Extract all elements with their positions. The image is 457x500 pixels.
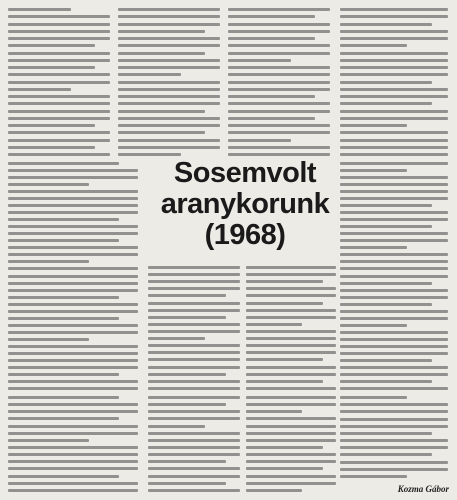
- text-line: [246, 337, 336, 340]
- text-line: [340, 73, 448, 76]
- text-line: [118, 59, 220, 62]
- text-line: [118, 81, 220, 84]
- text-line: [8, 289, 138, 292]
- text-line: [228, 139, 291, 142]
- text-line: [340, 439, 448, 442]
- text-line: [228, 59, 291, 62]
- text-line: [246, 475, 336, 478]
- text-line: [8, 169, 138, 172]
- text-line: [228, 88, 330, 91]
- text-line: [246, 387, 336, 390]
- text-line: [8, 267, 138, 270]
- text-line: [148, 302, 240, 305]
- text-line: [148, 266, 240, 269]
- text-line: [340, 110, 448, 113]
- text-line: [246, 432, 336, 435]
- text-line: [8, 253, 138, 256]
- text-line: [8, 460, 138, 463]
- text-line: [340, 468, 448, 471]
- text-line: [148, 475, 240, 478]
- article-column-bottom-2: [148, 396, 240, 492]
- text-line: [118, 117, 220, 120]
- text-line: [8, 44, 95, 47]
- text-line: [246, 287, 336, 290]
- text-line: [340, 275, 448, 278]
- article-column-3: [228, 8, 330, 156]
- text-line: [340, 425, 448, 428]
- text-line: [8, 338, 89, 341]
- text-line: [228, 124, 330, 127]
- text-line: [148, 344, 240, 347]
- text-line: [340, 324, 407, 327]
- text-line: [8, 359, 138, 362]
- text-line: [8, 8, 71, 11]
- headline: [147, 150, 343, 258]
- text-line: [246, 373, 336, 376]
- text-line: [340, 52, 448, 55]
- text-line: [340, 66, 448, 69]
- article-column-right-continued: [340, 162, 448, 390]
- text-line: [246, 344, 336, 347]
- text-line: [8, 366, 138, 369]
- text-line: [148, 410, 240, 413]
- text-line: [340, 162, 448, 165]
- text-line: [340, 387, 448, 390]
- text-line: [340, 211, 448, 214]
- text-line: [8, 425, 138, 428]
- text-line: [228, 110, 330, 113]
- text-line: [340, 418, 448, 421]
- text-line: [8, 239, 119, 242]
- text-line: [148, 482, 226, 485]
- text-line: [118, 23, 220, 26]
- article-column-bottom-1: [8, 396, 138, 492]
- text-line: [340, 331, 448, 334]
- text-line: [148, 439, 240, 442]
- text-line: [8, 66, 95, 69]
- text-line: [340, 59, 448, 62]
- text-line: [118, 30, 205, 33]
- text-line: [118, 8, 220, 11]
- text-line: [246, 309, 336, 312]
- text-line: [118, 37, 220, 40]
- text-line: [8, 37, 110, 40]
- text-line: [246, 439, 336, 442]
- text-line: [340, 131, 448, 134]
- text-line: [246, 316, 336, 319]
- text-line: [148, 273, 240, 276]
- text-line: [8, 324, 138, 327]
- text-line: [118, 139, 220, 142]
- text-line: [8, 117, 110, 120]
- text-line: [8, 410, 138, 413]
- text-line: [8, 453, 138, 456]
- text-line: [340, 410, 448, 413]
- text-line: [148, 280, 240, 283]
- text-line: [246, 460, 336, 463]
- text-line: [8, 467, 138, 470]
- text-line: [148, 425, 205, 428]
- text-line: [148, 467, 240, 470]
- text-line: [8, 190, 138, 193]
- text-line: [340, 475, 407, 478]
- text-line: [8, 403, 138, 406]
- text-line: [8, 439, 89, 442]
- text-line: [118, 110, 205, 113]
- text-line: [340, 396, 407, 399]
- text-line: [246, 280, 323, 283]
- author-byline: Kozma Gábor: [397, 484, 449, 494]
- text-line: [246, 294, 336, 297]
- text-line: [340, 432, 432, 435]
- text-line: [148, 387, 240, 390]
- text-line: [8, 15, 110, 18]
- text-line: [246, 482, 336, 485]
- text-line: [8, 475, 119, 478]
- text-line: [8, 197, 138, 200]
- text-line: [340, 446, 448, 449]
- text-line: [8, 95, 110, 98]
- text-line: [246, 446, 323, 449]
- text-line: [8, 102, 110, 105]
- text-line: [8, 225, 138, 228]
- text-line: [118, 124, 220, 127]
- text-line: [118, 52, 205, 55]
- text-line: [8, 153, 110, 156]
- text-line: [246, 380, 323, 383]
- text-line: [8, 296, 119, 299]
- text-line: [8, 88, 71, 91]
- text-line: [8, 146, 95, 149]
- text-line: [228, 8, 330, 11]
- text-line: [148, 417, 240, 420]
- text-line: [246, 467, 323, 470]
- text-line: [118, 44, 220, 47]
- text-line: [118, 95, 220, 98]
- text-line: [228, 146, 330, 149]
- text-line: [340, 303, 432, 306]
- text-line: [340, 146, 448, 149]
- text-line: [340, 260, 448, 263]
- text-line: [8, 275, 138, 278]
- text-line: [340, 338, 448, 341]
- text-line: [8, 183, 89, 186]
- text-line: [246, 410, 302, 413]
- text-line: [246, 323, 302, 326]
- text-line: [8, 59, 110, 62]
- text-line: [8, 23, 110, 26]
- text-line: [8, 417, 119, 420]
- text-line: [340, 8, 448, 11]
- text-line: [340, 373, 448, 376]
- text-line: [148, 453, 240, 456]
- text-line: [8, 446, 138, 449]
- text-line: [246, 425, 336, 428]
- text-line: [8, 373, 119, 376]
- text-line: [340, 366, 448, 369]
- text-line: [340, 296, 448, 299]
- text-line: [8, 246, 138, 249]
- text-line: [340, 30, 448, 33]
- article-column-middle-1: [148, 266, 240, 390]
- text-line: [228, 73, 330, 76]
- article-column-2: [118, 8, 220, 156]
- text-line: [246, 489, 302, 492]
- headline-line-2: aranykorunk: [160, 187, 330, 220]
- article-column-left-continued: [8, 162, 138, 390]
- text-line: [340, 176, 448, 179]
- text-line: [8, 260, 89, 263]
- text-line: [8, 30, 110, 33]
- text-line: [148, 373, 226, 376]
- text-line: [340, 232, 448, 235]
- text-line: [340, 310, 448, 313]
- text-line: [246, 351, 336, 354]
- text-line: [340, 88, 448, 91]
- text-line: [340, 239, 448, 242]
- text-line: [8, 352, 138, 355]
- text-line: [340, 153, 448, 156]
- text-line: [8, 139, 110, 142]
- text-line: [340, 352, 448, 355]
- text-line: [228, 30, 330, 33]
- text-line: [148, 489, 240, 492]
- text-line: [228, 95, 315, 98]
- text-line: [148, 337, 205, 340]
- headline-line-3: (1968): [204, 218, 286, 251]
- text-line: [8, 282, 138, 285]
- text-line: [8, 331, 138, 334]
- text-line: [148, 330, 240, 333]
- text-line: [148, 366, 240, 369]
- text-line: [340, 197, 448, 200]
- text-line: [228, 117, 315, 120]
- text-line: [340, 345, 448, 348]
- text-line: [246, 330, 336, 333]
- text-line: [148, 446, 240, 449]
- text-line: [118, 88, 220, 91]
- text-line: [228, 52, 330, 55]
- text-line: [8, 176, 138, 179]
- text-line: [340, 44, 407, 47]
- text-line: [340, 359, 432, 362]
- text-line: [340, 282, 432, 285]
- text-line: [340, 289, 448, 292]
- text-line: [148, 358, 240, 361]
- text-line: [148, 287, 240, 290]
- text-line: [148, 323, 240, 326]
- text-line: [246, 358, 323, 361]
- text-line: [8, 52, 110, 55]
- text-line: [340, 117, 448, 120]
- article-column-4: [340, 8, 448, 156]
- article-column-bottom-4: [340, 396, 448, 478]
- text-line: [8, 211, 138, 214]
- text-line: [8, 482, 138, 485]
- text-line: [340, 246, 407, 249]
- text-line: [8, 396, 119, 399]
- text-line: [228, 81, 330, 84]
- text-line: [118, 73, 181, 76]
- text-line: [340, 225, 432, 228]
- text-line: [118, 15, 220, 18]
- text-line: [148, 309, 240, 312]
- text-line: [118, 131, 205, 134]
- text-line: [8, 432, 138, 435]
- text-line: [8, 303, 138, 306]
- text-line: [148, 316, 226, 319]
- text-line: [246, 273, 336, 276]
- text-line: [8, 387, 138, 390]
- text-line: [340, 267, 448, 270]
- text-line: [8, 110, 110, 113]
- text-line: [246, 403, 336, 406]
- text-line: [8, 218, 119, 221]
- text-line: [340, 102, 432, 105]
- text-line: [246, 417, 336, 420]
- text-line: [148, 380, 240, 383]
- text-line: [340, 317, 448, 320]
- text-line: [246, 396, 336, 399]
- text-line: [340, 461, 448, 464]
- text-line: [340, 169, 407, 172]
- text-line: [8, 124, 95, 127]
- text-line: [8, 73, 110, 76]
- text-line: [228, 131, 330, 134]
- text-line: [246, 453, 336, 456]
- text-line: [340, 37, 448, 40]
- text-line: [228, 66, 330, 69]
- article-column-bottom-3: [246, 396, 336, 492]
- text-line: [228, 37, 315, 40]
- text-line: [340, 453, 432, 456]
- text-line: [118, 102, 220, 105]
- text-line: [8, 310, 138, 313]
- text-line: [340, 253, 448, 256]
- text-line: [8, 131, 110, 134]
- text-line: [246, 266, 336, 269]
- text-line: [340, 81, 432, 84]
- text-line: [246, 366, 336, 369]
- text-line: [8, 489, 138, 492]
- text-line: [8, 380, 138, 383]
- text-line: [148, 403, 226, 406]
- text-line: [118, 146, 220, 149]
- text-line: [340, 124, 407, 127]
- text-line: [340, 218, 448, 221]
- text-line: [340, 95, 448, 98]
- text-line: [340, 139, 448, 142]
- text-line: [340, 380, 432, 383]
- article-column-middle-2: [246, 266, 336, 390]
- text-line: [8, 162, 119, 165]
- text-line: [228, 44, 330, 47]
- text-line: [340, 15, 448, 18]
- text-line: [228, 23, 330, 26]
- text-line: [340, 403, 448, 406]
- text-line: [228, 15, 315, 18]
- text-line: [8, 204, 138, 207]
- text-line: [246, 302, 323, 305]
- text-line: [228, 102, 330, 105]
- text-line: [340, 183, 448, 186]
- text-line: [148, 460, 226, 463]
- text-line: [8, 345, 138, 348]
- text-line: [340, 204, 432, 207]
- text-line: [118, 66, 220, 69]
- text-line: [8, 81, 110, 84]
- text-line: [340, 190, 448, 193]
- headline-line-1: Sosemvolt: [173, 156, 317, 189]
- text-line: [148, 432, 240, 435]
- text-line: [340, 23, 432, 26]
- text-line: [148, 351, 240, 354]
- text-line: [8, 232, 138, 235]
- text-line: [148, 294, 226, 297]
- text-line: [148, 396, 240, 399]
- text-line: [8, 317, 119, 320]
- article-column-1: [8, 8, 110, 156]
